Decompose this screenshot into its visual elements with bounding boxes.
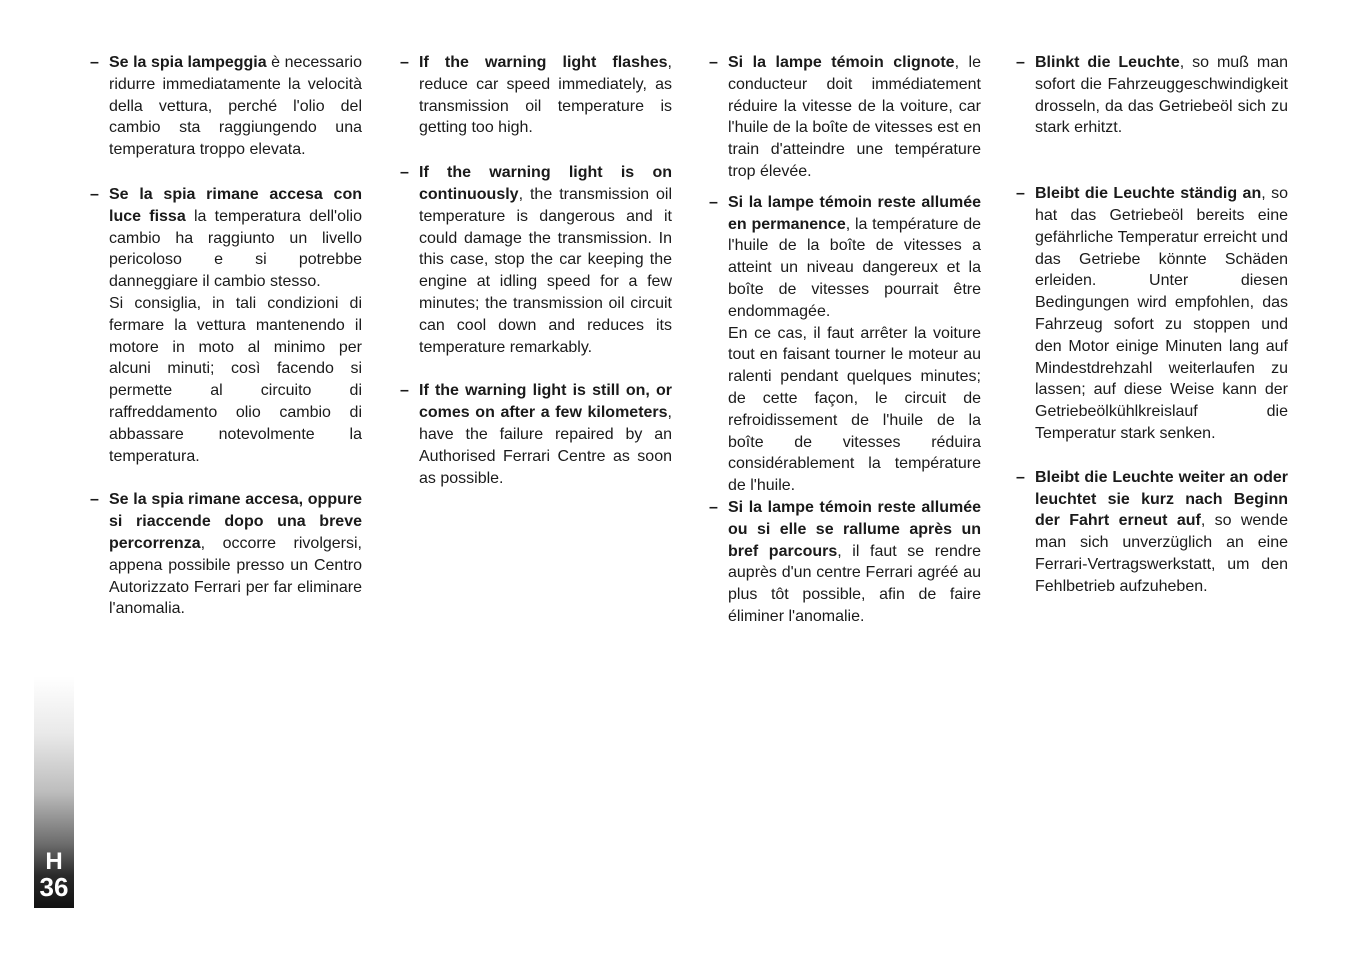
bullet-dash: – <box>1016 185 1025 203</box>
italian-item-flashing <box>90 52 362 161</box>
bullet-dash: – <box>90 491 99 509</box>
item-heading: If the warning light flashes <box>419 54 668 71</box>
bullet-dash: – <box>709 54 718 71</box>
item-text: , the transmission oil temperature is dangerous and it could damage the transmission. In this case, stop the car keeping the engine at idling speed for a few minutes; the transmission oil circuit can cool down and reduces its temperature remarkably. <box>419 185 672 356</box>
item-extra: Si consiglia, in tali condizioni di fermare la vettura mantenendo il motore in moto al minimo per alcuni minuti; così facendo si permette al circuito di raffreddamento olio cambio di abbassare notevolmente la temperatura. <box>109 294 362 465</box>
page-tab <box>34 676 74 908</box>
item-text: , reduce car speed immediately, as transmission oil temperature is getting too high. <box>419 54 672 137</box>
item-text: è necessario ridurre immediatamente la velocità della vettura, perché l'olio del cambio sta raggiungendo una temperatura troppo elevata. <box>109 54 362 159</box>
item-extra: En ce cas, il faut arrêter la voiture tout en faisant tourner le moteur au ralenti pendant quelques minutes; de cette façon, le circuit de refroidissement de l'huile de la boîte de vitesses réduira considérablement la température de l'huile. <box>728 324 981 495</box>
item-text: , so wende man sich unverzüglich an eine Ferrari-Vertragswerkstatt, um den Fehlbetrieb aufzuheben. <box>1035 512 1288 595</box>
bullet-dash: – <box>90 185 99 203</box>
bullet-dash: – <box>709 498 718 516</box>
item-text: , so muß man sofort die Fahrzeuggeschwindigkeit drosseln, da das Getriebeöl sich zu stark erhitzt. <box>1035 54 1289 137</box>
bullet-dash: – <box>400 382 409 400</box>
german-item-steady <box>1016 183 1288 445</box>
page-number: 36 <box>39 872 69 902</box>
bullet-dash: – <box>1016 54 1025 71</box>
bullet-dash: – <box>1016 468 1025 486</box>
item-heading: Si la lampe témoin clignote <box>728 54 955 71</box>
bullet-dash: – <box>709 193 718 211</box>
item-heading: Se la spia lampeggia <box>109 54 267 71</box>
english-item-steady <box>400 162 672 358</box>
item-text: , have the failure repaired by an Authorised Ferrari Centre as soon as possible. <box>419 404 672 487</box>
item-text: , la température de l'huile de la boîte de vitesses a atteint un niveau dangereux et la boîte de vitesses pourrait être endommagée. <box>728 215 981 320</box>
italian-item-steady <box>90 184 362 467</box>
english-column <box>400 52 672 489</box>
german-item-still-on <box>1016 467 1288 598</box>
item-heading: Se la spia rimane accesa con luce fissa <box>109 185 362 225</box>
item-heading: Bleibt die Leuchte weiter an oder leuchtet sie kurz nach Beginn der Fahrt erneut auf <box>1035 468 1288 530</box>
item-text: , occorre rivolgersi, appena possibile presso un Centro Autorizzato Ferrari per far eliminare l'anomalia. <box>109 534 362 618</box>
french-item-flashing <box>709 52 981 183</box>
german-column <box>1016 52 1288 598</box>
item-heading: Bleibt die Leuchte ständig an <box>1035 185 1262 203</box>
french-column <box>709 52 981 628</box>
english-item-still-on <box>400 380 672 489</box>
item-heading: If the warning light is still on, or comes on after a few kilometers <box>419 382 672 422</box>
item-heading: Blinkt die Leuchte <box>1035 54 1180 71</box>
german-item-flashing <box>1016 52 1288 139</box>
item-heading: Si la lampe témoin reste allumée ou si elle se rallume après un bref parcours <box>728 498 981 560</box>
section-letter: H <box>45 848 63 875</box>
item-heading: Si la lampe témoin reste allumée en permanence <box>728 193 981 233</box>
italian-column <box>90 52 362 620</box>
item-heading: Se la spia rimane accesa, oppure si riaccende dopo una breve percorrenza <box>109 491 362 552</box>
item-text: la temperatura dell'olio cambio ha raggiunto un livello pericoloso e si potrebbe danneggiare il cambio stesso. <box>109 207 362 291</box>
french-item-steady <box>709 192 981 497</box>
item-text: , le conducteur doit immédiatement réduire la vitesse de la voiture, car l'huile de la boîte de vitesses est en train d'atteindre une température trop élevée. <box>728 54 981 180</box>
item-heading: If the warning light is on continuously <box>419 164 672 203</box>
bullet-dash: – <box>400 54 409 71</box>
bullet-dash: – <box>400 164 409 182</box>
italian-item-still-on <box>90 489 362 620</box>
item-text: , il faut se rendre auprès d'un centre Ferrari agréé au plus tôt possible, afin de faire éliminer l'anomalie. <box>728 542 982 625</box>
french-item-still-on <box>709 497 981 628</box>
item-text: , so hat das Getriebeöl bereits eine gefährliche Temperatur erreicht und das Getriebe könnte Schäden erleiden. Unter diesen Bedingungen wird empfohlen, das Fahrzeug sofort zu stoppen und den Motor einige Minuten lang auf Mindestdrehzahl weiterlaufen zu lassen; auf diese Weise kann der Getriebeölkühlkreislauf die Temperatur stark senken. <box>1035 185 1288 442</box>
english-item-flashing <box>400 52 672 139</box>
bullet-dash: – <box>90 54 99 71</box>
